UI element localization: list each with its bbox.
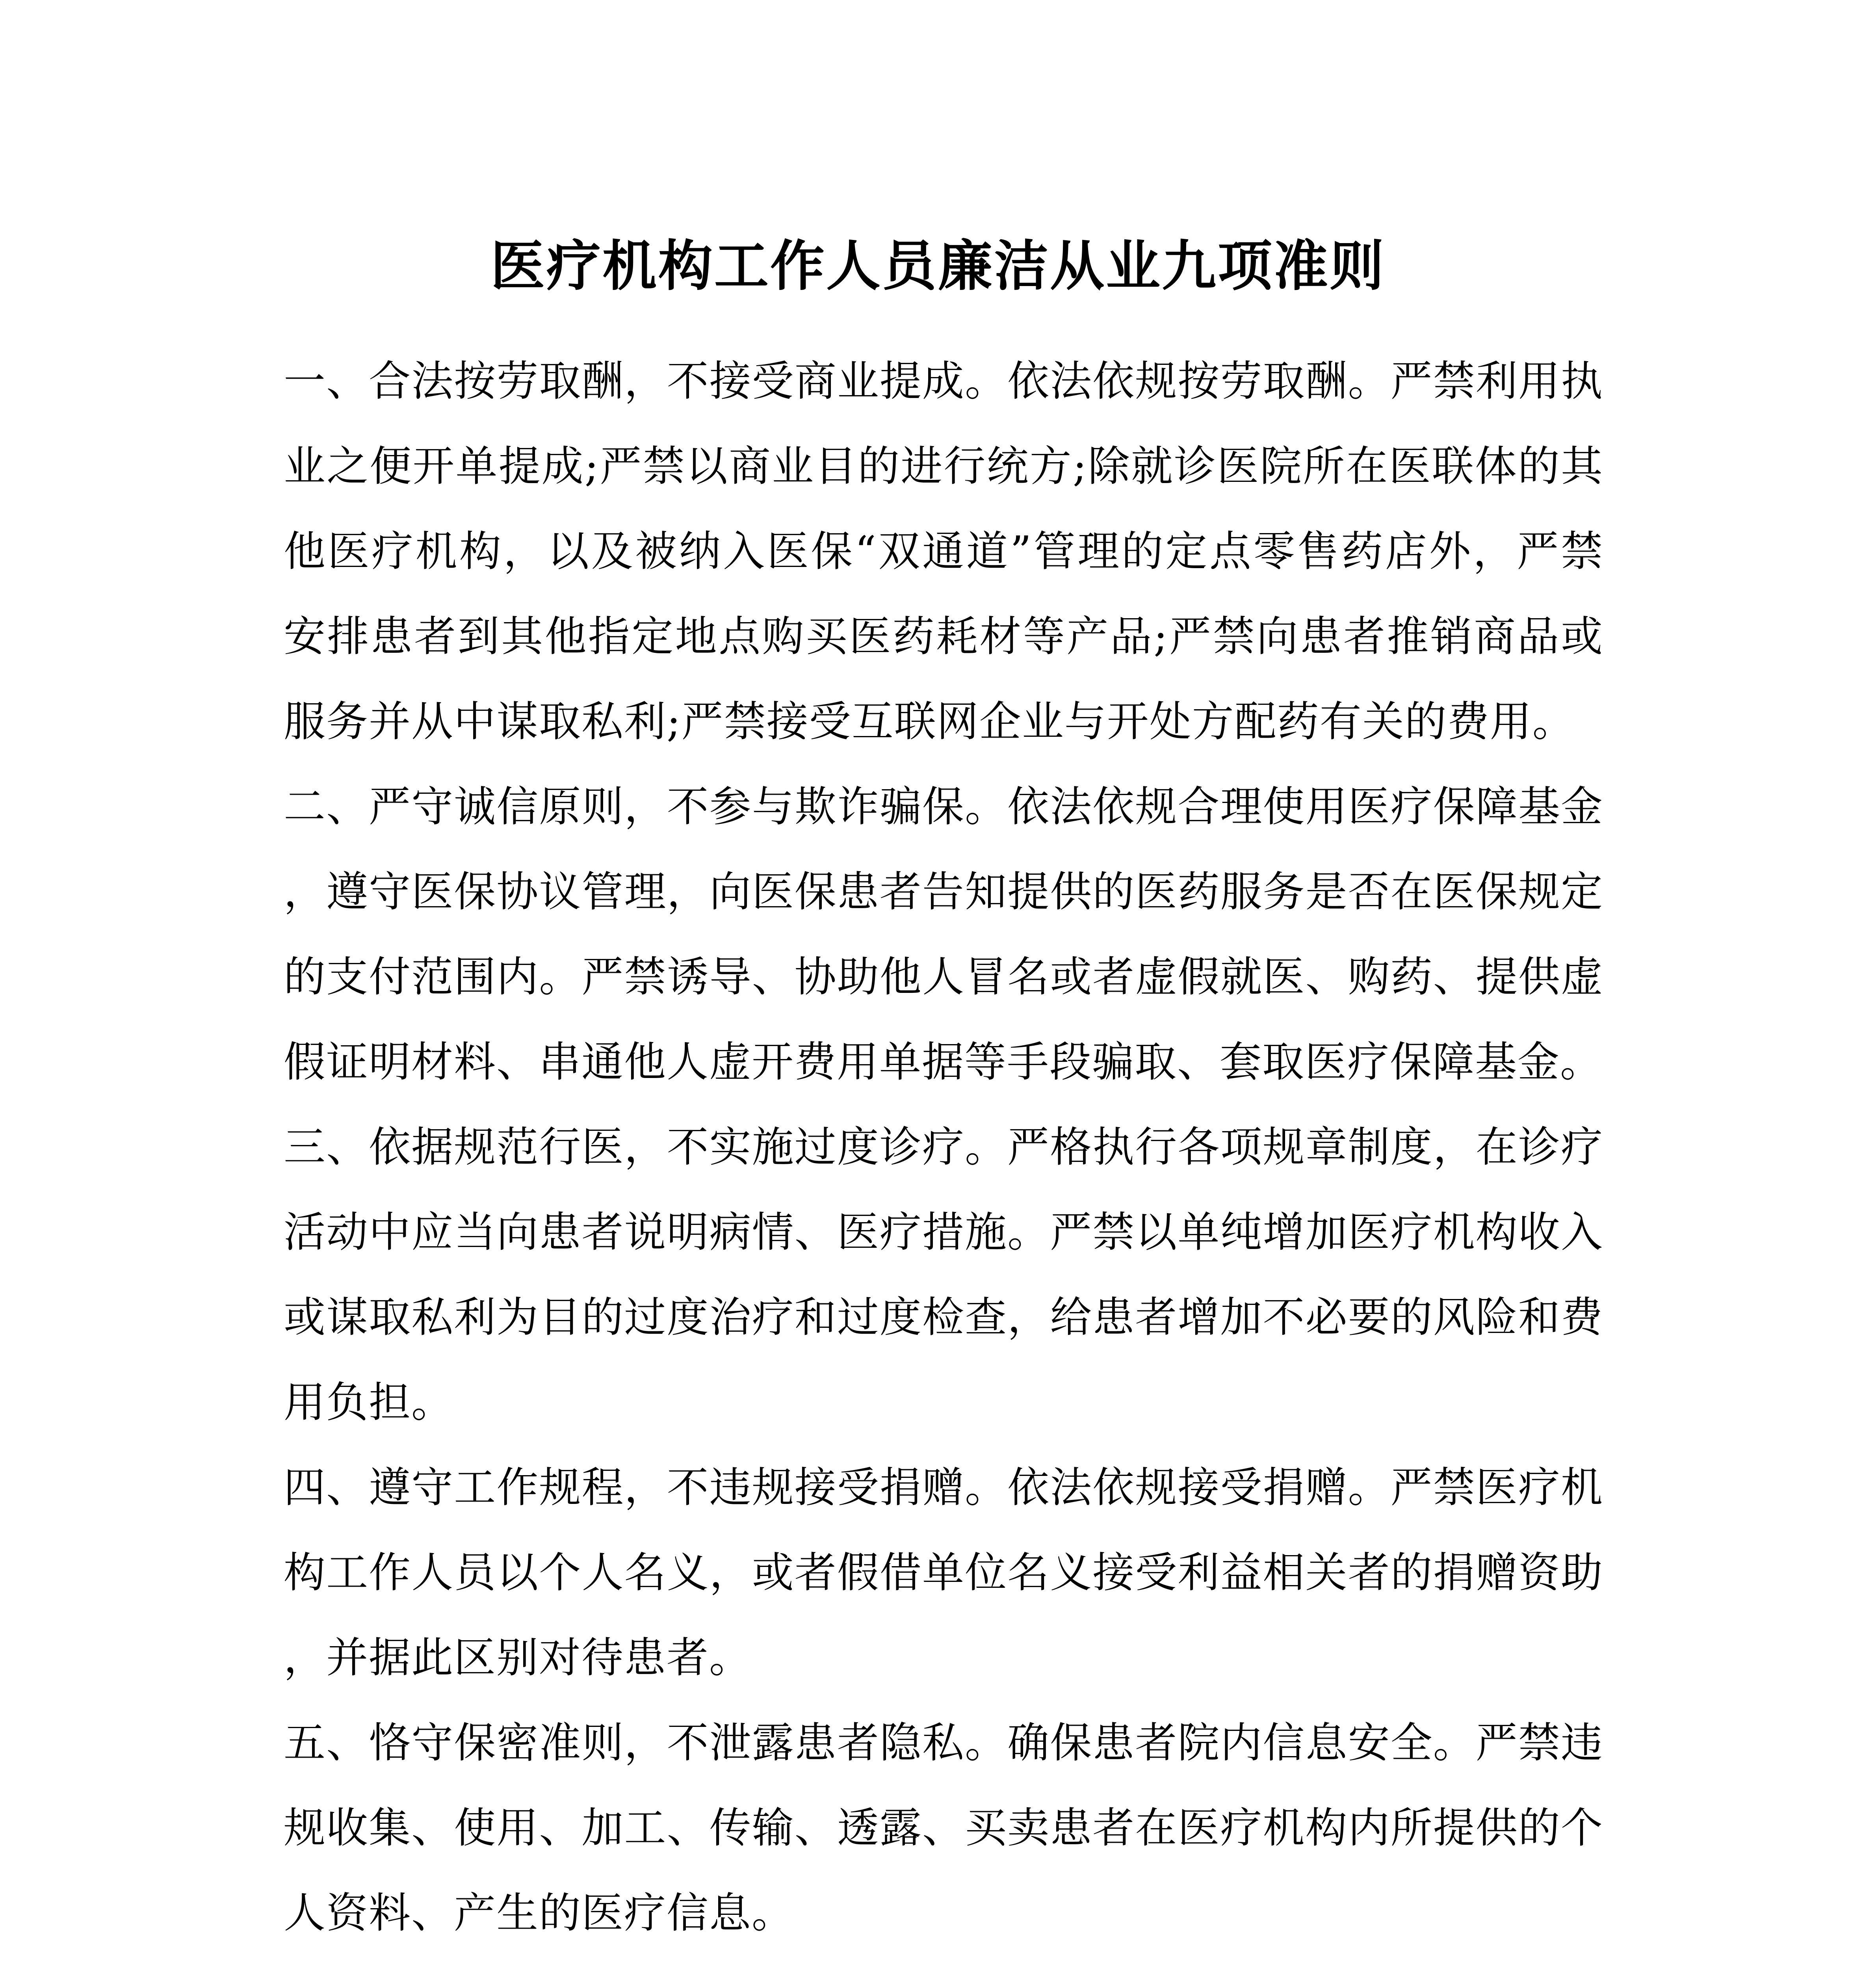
paragraph-rule-4: 四、遵守工作规程，不违规接受捐赠。依法依规接受捐赠。严禁医疗机构工作人员以个人名义，或者假借单位名义接受利益相关者的捐赠资助，并据此区别对待患者。 [284, 1463, 1603, 1682]
paragraph-rule-5: 五、恪守保密准则，不泄露患者隐私。确保患者院内信息安全。严禁违规收集、使用、加工、传输、透露、买卖患者在医疗机构内所提供的个人资料、产生的医疗信息。 [284, 1719, 1603, 1937]
paragraph-rule-3: 三、依据规范行医，不实施过度诊疗。严格执行各项规章制度，在诊疗活动中应当向患者说明病情、医疗措施。严禁以单纯增加医疗机构收入或谋取私利为目的过度治疗和过度检查，给患者增加不必要的风险和费用负担。 [284, 1123, 1603, 1427]
document-title: 医疗机构工作人员廉洁从业九项准则 [490, 234, 1386, 298]
paragraph-rule-1: 一、合法按劳取酬，不接受商业提成。依法依规按劳取酬。严禁利用执业之便开单提成;严禁以商业目的进行统方;除就诊医院所在医联体的其他医疗机构，以及被纳入医保“双通道”管理的定点零售药店外，严禁安排患者到其他指定地点购买医药耗材等产品;严禁向患者推销商品或服务并从中谋取私利;严禁接受互联网企业与开处方配药有关的费用。 [284, 357, 1603, 746]
paragraph-rule-2: 二、严守诚信原则，不参与欺诈骗保。依法依规合理使用医疗保障基金，遵守医保协议管理，向医保患者告知提供的医药服务是否在医保规定的支付范围内。严禁诱导、协助他人冒名或者虚假就医、购药、提供虚假证明材料、串通他人虚开费用单据等手段骗取、套取医疗保障基金。 [284, 782, 1603, 1086]
document-body [284, 339, 1603, 1956]
